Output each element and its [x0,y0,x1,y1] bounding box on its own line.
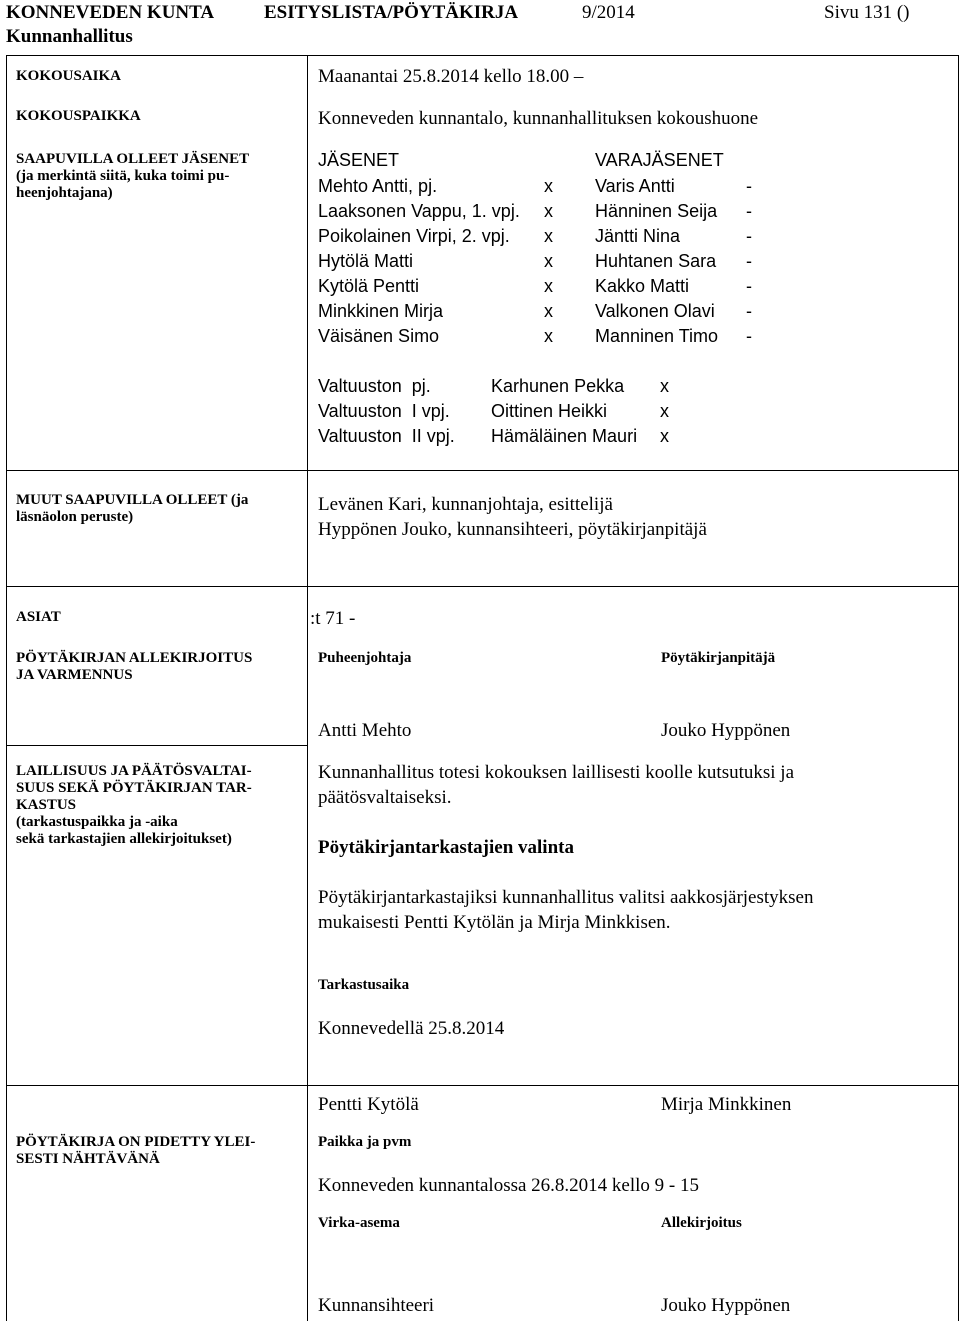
members-list [318,174,768,349]
member-name: Poikolainen Virpi, 2. vpj. [318,226,510,246]
meeting-time-label: KOKOUSAIKA [16,68,122,84]
council-row [318,424,698,449]
member-name: Kytölä Pentti [318,276,420,296]
others-line: Levänen Kari, kunnanjohtaja, esittelijä [318,494,613,515]
signature-label-line: JA VARMENNUS [16,667,133,683]
council-mark: x [660,401,669,421]
meeting-place-value: Konneveden kunnantalo, kunnanhallituksen kokoushuone [318,108,759,129]
deputy-mark: - [746,201,752,221]
deputy-name: Kakko Matti [595,276,690,296]
check-place: Konnevedellä 25.8.2014 [318,1018,505,1039]
others-line: Hyppönen Jouko, kunnansihteeri, pöytäkirjanpitäjä [318,519,707,540]
legality-label-line: (tarkastuspaikka ja -aika [16,814,178,830]
member-name: Väisänen Simo [318,326,440,346]
present-label-line: (ja merkintä siitä, kuka toimi pu- [16,168,230,184]
member-name: Mehto Antti, pj. [318,176,438,196]
publicity-label-line: PÖYTÄKIRJA ON PIDETTY YLEI- [16,1134,256,1150]
council-name: Karhunen Pekka [491,376,625,396]
publicity-label-line: SESTI NÄHTÄVÄNÄ [16,1151,160,1167]
member-mark: x [544,326,553,346]
member-row [318,274,768,299]
deputy-mark: - [746,301,752,321]
member-row [318,299,768,324]
council-row [318,374,698,399]
chair-name: Antti Mehto [318,720,412,741]
member-mark: x [544,226,553,246]
council-name: Hämäläinen Mauri [491,426,638,446]
deputy-mark: - [746,226,752,246]
place-date-value: Konneveden kunnantalossa 26.8.2014 kello 9 - 15 [318,1175,699,1196]
items-value: :t 71 - [310,608,356,629]
member-mark: x [544,276,553,296]
deputy-name: Manninen Timo [595,326,719,346]
present-label [16,151,249,202]
deputy-name: Valkonen Olavi [595,301,715,321]
legality-label-line: SUUS SEKÄ PÖYTÄKIRJAN TAR- [16,780,252,796]
header-doc-number: 9/2014 [582,2,635,23]
inspectors-choice-line: mukaisesti Pentti Kytölän ja Mirja Minkkisen. [318,912,671,933]
meeting-place-label: KOKOUSPAIKKA [16,108,141,124]
present-label-line: heenjohtajana) [16,185,113,201]
deputy-mark: - [746,326,752,346]
legality-label-line: sekä tarkastajien allekirjoitukset) [16,831,232,847]
member-row [318,174,768,199]
present-label-line: SAAPUVILLA OLLEET JÄSENET [16,151,250,167]
council-role: Valtuuston II vpj. [318,426,455,446]
members-header: JÄSENET [318,150,400,170]
inspectors-choice-line: Pöytäkirjantarkastajiksi kunnanhallitus valitsi aakkosjärjestyksen [318,887,814,908]
publicity-signer: Jouko Hyppönen [661,1295,791,1316]
header-page: Sivu 131 () [824,2,910,23]
others-label-line: MUUT SAAPUVILLA OLLEET (ja [16,492,249,508]
council-role: Valtuuston I vpj. [318,401,450,421]
member-row [318,324,768,349]
others-list [318,492,707,542]
member-mark: x [544,201,553,221]
member-mark: x [544,251,553,271]
council-name: Oittinen Heikki [491,401,608,421]
position-label: Virka-asema [318,1215,400,1231]
header-org: KONNEVEDEN KUNTA [6,2,215,23]
member-mark: x [544,301,553,321]
council-row [318,399,698,424]
signature-field-label: Allekirjoitus [661,1215,742,1231]
legality-text [318,760,794,810]
member-name: Minkkinen Mirja [318,301,444,321]
member-row [318,224,768,249]
secretary-name: Jouko Hyppönen [661,720,791,741]
others-label-line: läsnäolon peruste) [16,509,134,525]
member-row [318,199,768,224]
checker-2-name: Mirja Minkkinen [661,1094,792,1115]
legality-label-line: KASTUS [16,797,77,813]
inspectors-heading: Pöytäkirjantarkastajien valinta [318,837,574,858]
place-date-label: Paikka ja pvm [318,1134,412,1150]
others-label [16,492,248,526]
council-mark: x [660,376,669,396]
member-mark: x [544,176,553,196]
member-name: Hytölä Matti [318,251,414,271]
check-time-label: Tarkastusaika [318,977,410,993]
publicity-label [16,1134,255,1168]
checker-1-name: Pentti Kytölä [318,1094,419,1115]
deputy-name: Varis Antti [595,176,675,196]
deputy-name: Hänninen Seija [595,201,718,221]
signature-label-line: PÖYTÄKIRJAN ALLEKIRJOITUS [16,650,253,666]
header-body: Kunnanhallitus [6,26,133,47]
member-row [318,249,768,274]
council-role: Valtuuston pj. [318,376,431,396]
items-label: ASIAT [16,609,61,625]
secretary-role: Pöytäkirjanpitäjä [661,650,776,666]
chair-role: Puheenjohtaja [318,650,412,666]
council-mark: x [660,426,669,446]
deputy-mark: - [746,176,752,196]
signature-label [16,650,252,684]
member-name: Laaksonen Vappu, 1. vpj. [318,201,520,221]
legality-label [16,763,252,848]
council-list [318,374,698,449]
legality-text-line: päätösvaltaiseksi. [318,787,452,808]
position-value: Kunnansihteeri [318,1295,435,1316]
deputy-mark: - [746,251,752,271]
deputy-mark: - [746,276,752,296]
header-doc-type: ESITYSLISTA/PÖYTÄKIRJA [264,2,519,23]
meeting-time-value: Maanantai 25.8.2014 kello 18.00 – [318,66,584,87]
deputies-header: VARAJÄSENET [595,150,724,170]
legality-text-line: Kunnanhallitus totesi kokouksen laillisesti koolle kutsutuksi ja [318,762,795,783]
deputy-name: Jäntti Nina [595,226,681,246]
legality-label-line: LAILLISUUS JA PÄÄTÖSVALTAI- [16,763,252,779]
deputy-name: Huhtanen Sara [595,251,717,271]
inspectors-choice [318,885,813,935]
